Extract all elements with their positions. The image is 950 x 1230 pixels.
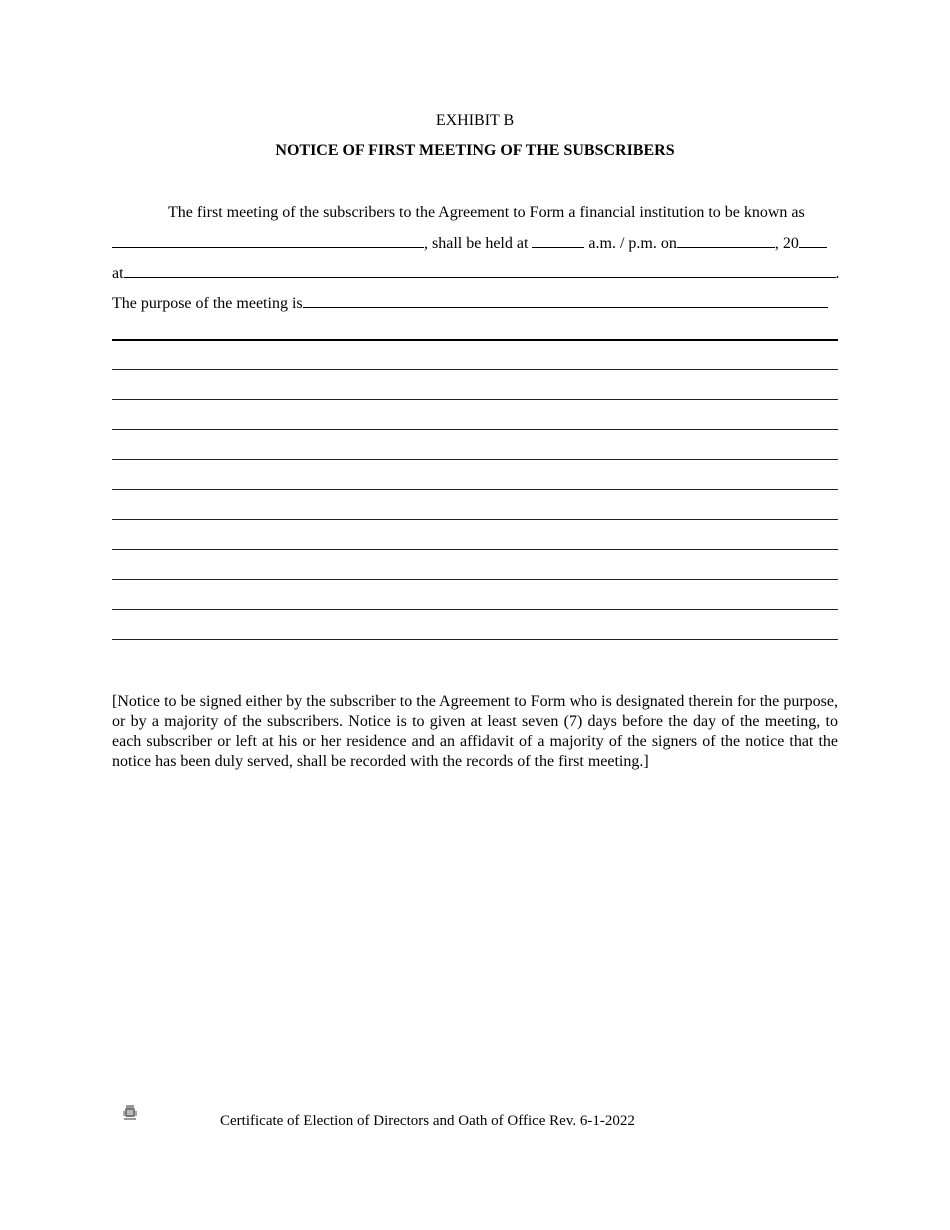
purpose-blank-line-11[interactable]	[112, 639, 838, 640]
footer-text: Certificate of Election of Directors and Oath of Office Rev. 6-1-2022	[220, 1113, 635, 1129]
purpose-blank-line-3[interactable]	[112, 399, 838, 400]
at-label: at	[112, 265, 124, 282]
exhibit-label: EXHIBIT B	[435, 112, 515, 129]
date-field[interactable]	[677, 233, 775, 248]
institution-name-field[interactable]	[112, 233, 424, 248]
ampm-text: a.m. / p.m. on	[584, 235, 677, 252]
purpose-blank-line-10[interactable]	[112, 609, 838, 610]
year-field[interactable]	[799, 233, 827, 248]
state-seal-icon	[122, 1104, 138, 1122]
meeting-details-line	[112, 233, 827, 253]
location-field[interactable]	[124, 263, 836, 278]
purpose-line	[112, 293, 828, 313]
purpose-label: The purpose of the meeting is	[112, 295, 303, 312]
purpose-blank-line-5[interactable]	[112, 459, 838, 460]
held-at-text: , shall be held at	[424, 235, 533, 252]
purpose-blank-line-6[interactable]	[112, 489, 838, 490]
purpose-blank-line-9[interactable]	[112, 579, 838, 580]
purpose-blank-line-7[interactable]	[112, 519, 838, 520]
signing-instructions-note: [Notice to be signed either by the subscriber to the Agreement to Form who is designated therein for the purpose, or by a majority of the subscribers. Notice is to given at least seven (7) days before the day of the meeting, to each subscriber or left at his or her residence and an affidavit of a majority of the signers of the notice that the notice has been duly served, shall be recorded with the records of the first meeting.]	[112, 693, 838, 770]
year-prefix-text: , 20	[774, 235, 799, 252]
purpose-blank-line-4[interactable]	[112, 429, 838, 430]
purpose-blank-line-2[interactable]	[112, 369, 838, 370]
time-field[interactable]	[532, 233, 584, 248]
purpose-field[interactable]	[303, 293, 828, 308]
location-period: .	[835, 265, 840, 282]
location-line	[112, 263, 840, 283]
intro-line: The first meeting of the subscribers to the Agreement to Form a financial institution to be known as	[168, 204, 805, 221]
purpose-blank-line-8[interactable]	[112, 549, 838, 550]
purpose-blank-line-1[interactable]	[112, 339, 838, 341]
document-title: NOTICE OF FIRST MEETING OF THE SUBSCRIBERS	[275, 142, 675, 159]
